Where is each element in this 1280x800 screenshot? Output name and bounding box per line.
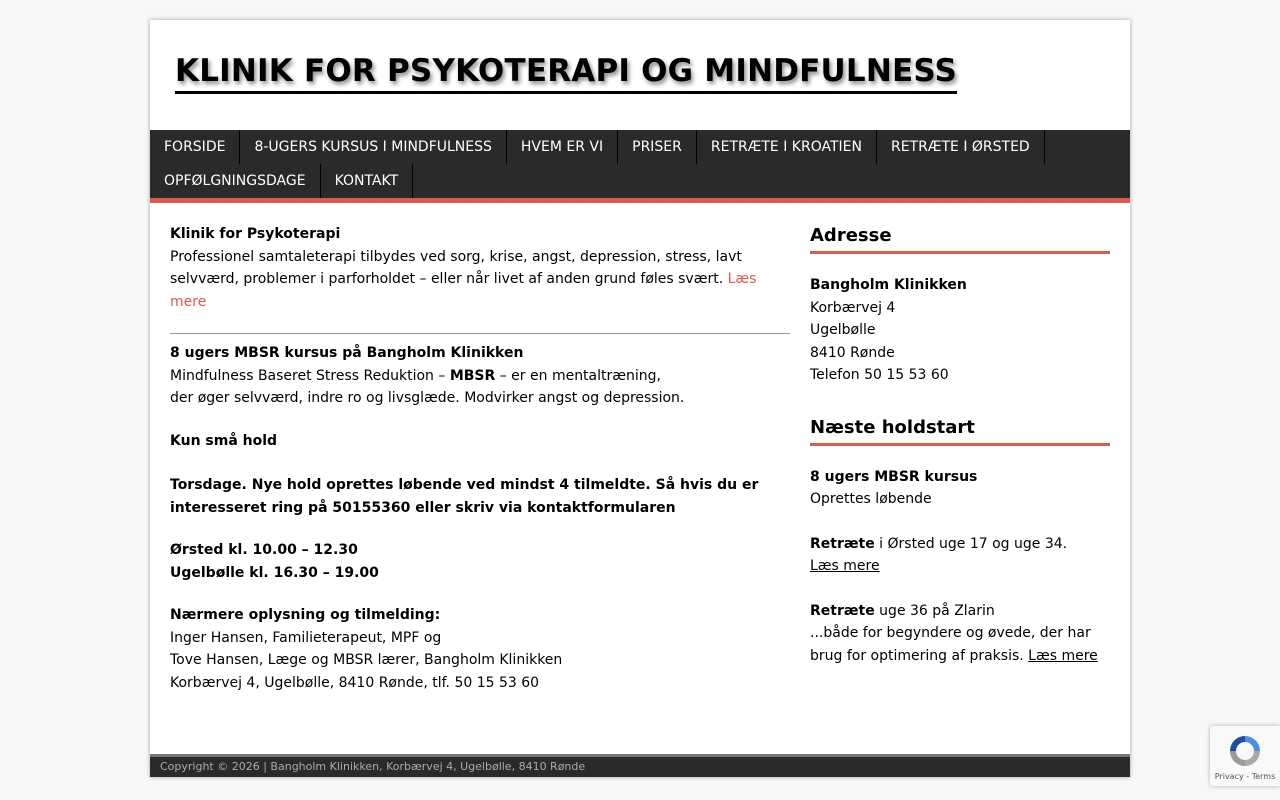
retreat2-text: uge 36 på Zlarin — [874, 602, 995, 619]
nav-item-opfolgningsdage[interactable]: OPFØLGNINGSDAGE — [150, 164, 321, 198]
nav-item-8-ugers-kursus[interactable]: 8-UGERS KURSUS I MINDFULNESS — [240, 130, 506, 164]
retreat1-block — [810, 533, 1110, 578]
intro-text: Professionel samtaleterapi tilbydes ved sorg, krise, angst, depression, stress, lavt selvværd, problemer i parforholdet – eller når livet af anden grund føles svært. — [170, 248, 742, 287]
nav-item-retraete-orsted[interactable]: RETRÆTE I ØRSTED — [877, 130, 1045, 164]
address-town: Ugelbølle — [810, 322, 876, 338]
site-title-link[interactable]: KLINIK FOR PSYKOTERAPI OG MINDFULNESS — [175, 51, 957, 94]
nav-item-retraete-kroatien[interactable]: RETRÆTE I KROATIEN — [697, 130, 877, 164]
address-phone: Telefon 50 15 53 60 — [810, 367, 949, 383]
info-heading: Nærmere oplysning og tilmelding: — [170, 607, 441, 623]
retreat2-desc: ...både for begyndere og øvede, der har brug for optimering af praksis. — [810, 625, 1091, 664]
sidebar — [810, 223, 1110, 714]
page-container — [150, 20, 1130, 777]
intro-section — [170, 223, 790, 313]
address-street: Korbærvej 4 — [810, 299, 896, 316]
main-navigation — [150, 130, 1130, 203]
section-divider — [170, 333, 790, 334]
mbsr-text: Oprettes løbende — [810, 491, 932, 507]
thursdays-text: Torsdage. Nye hold oprettes løbende ved mindst 4 tilmeldte. Så hvis du er interesseret ring på 50155360 eller skriv via kontaktformularen — [170, 477, 759, 516]
small-teams-text: Kun små hold — [170, 432, 278, 449]
nav-item-hvem-er-vi[interactable]: HVEM ER VI — [507, 130, 618, 164]
address-block — [810, 274, 1110, 387]
thursdays-section — [170, 474, 790, 519]
site-footer — [150, 754, 1130, 777]
retreat1-read-more-link[interactable]: Læs mere — [810, 558, 880, 574]
info-line2: Tove Hansen, Læge og MBSR lærer, Bangholm Klinikken — [170, 652, 563, 668]
nav-item-forside[interactable]: FORSIDE — [150, 130, 240, 164]
retreat2-bold: Retræte — [810, 602, 875, 619]
info-line1: Inger Hansen, Familieterapeut, MPF og — [170, 629, 442, 646]
course-line1-post: – er en mentaltræning, — [495, 367, 661, 384]
main-content — [170, 223, 790, 714]
course-heading: 8 ugers MBSR kursus på Bangholm Klinikken — [170, 345, 524, 361]
retreat2-block — [810, 600, 1110, 668]
info-section — [170, 604, 790, 694]
retreat2-read-more-link[interactable]: Læs mere — [1028, 647, 1098, 664]
times-section — [170, 539, 790, 584]
recaptcha-icon — [1210, 732, 1280, 770]
mbsr-heading: 8 ugers MBSR kursus — [810, 468, 978, 485]
intro-heading: Klinik for Psykoterapi — [170, 226, 341, 242]
retreat1-text: i Ørsted uge 17 og uge 34. — [874, 535, 1068, 552]
nav-item-kontakt[interactable]: KONTAKT — [321, 164, 414, 198]
course-line2: der øger selvværd, indre ro og livsglæde. Modvirker angst og depression. — [170, 390, 685, 406]
address-name: Bangholm Klinikken — [810, 277, 967, 293]
course-line1-pre: Mindfulness Baseret Stress Reduktion – — [170, 367, 450, 384]
recaptcha-links[interactable]: Privacy - Terms — [1214, 772, 1276, 781]
site-header — [150, 20, 1130, 130]
course-line1-bold: MBSR — [449, 367, 496, 384]
mbsr-block — [810, 466, 1110, 511]
recaptcha-badge[interactable] — [1210, 726, 1280, 786]
address-widget — [810, 223, 1110, 387]
nav-item-priser[interactable]: PRISER — [618, 130, 697, 164]
intro-read-more-link[interactable]: Læs mere — [170, 271, 757, 310]
next-start-widget-title: Næste holdstart — [810, 415, 1110, 446]
time-ugelbolle: Ugelbølle kl. 16.30 – 19.00 — [170, 564, 379, 581]
time-orsted: Ørsted kl. 10.00 – 12.30 — [170, 542, 358, 558]
footer-copyright: Copyright © 2026 | Bangholm Klinikken, Korbærvej 4, Ugelbølle, 8410 Rønde — [160, 760, 586, 773]
retreat1-bold: Retræte — [810, 535, 875, 552]
small-teams-section — [170, 430, 790, 453]
address-widget-title: Adresse — [810, 223, 1110, 254]
address-postal: 8410 Rønde — [810, 344, 895, 361]
info-line3: Korbærvej 4, Ugelbølle, 8410 Rønde, tlf. 50 15 53 60 — [170, 674, 540, 691]
content-area — [150, 203, 1130, 754]
course-section — [170, 342, 790, 410]
next-start-widget — [810, 415, 1110, 668]
